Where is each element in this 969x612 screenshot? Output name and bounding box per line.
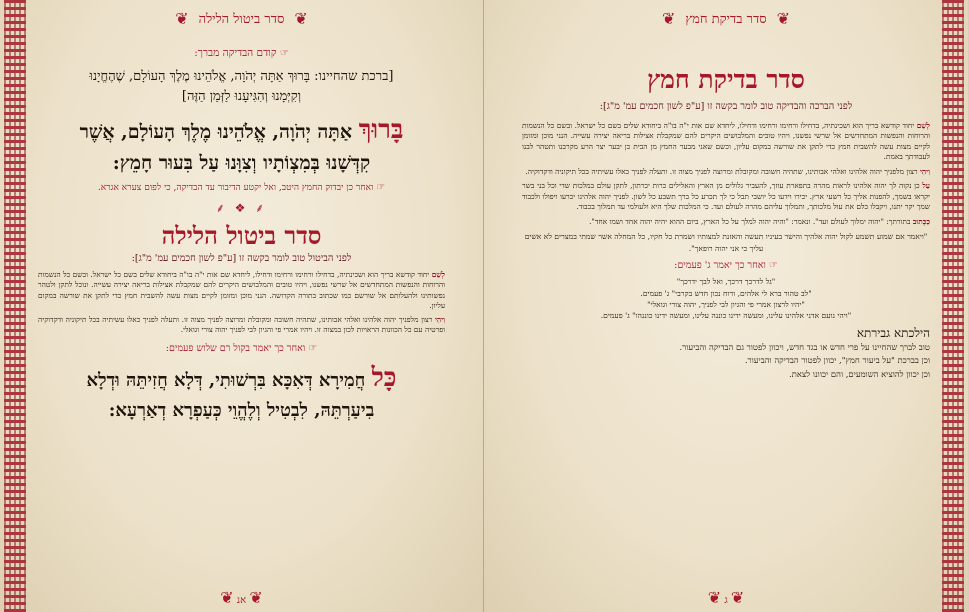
left-page-content xyxy=(38,46,445,582)
page-number xyxy=(0,590,483,606)
kol-chamira-line-2: בִיעַרְתֵּהּ, לִבְטִיל וְלֶהֱוֵי כְּעַפְרָא דְאַרְעָא: xyxy=(108,399,375,421)
recite-label xyxy=(522,259,930,273)
ornamental-border-left xyxy=(4,0,26,612)
yehi-text: רצון מלפניך יהוה אלהינו ואלהי אבותינו, שתהיה חשובה ומקובלת ומרוצה לפניך מצוה זו. ותעלה לפניך כאלו עשיתיה בכל תיקוניה ודקדוקיה. xyxy=(525,166,918,176)
recite-label-text: ואחר כך יאמר ג' פעמים: xyxy=(674,260,766,272)
vayomer-verse: "ויאמר אם שמוע תשמע לקול יהוה אלהיך והישר בעיניו תעשה והאזנת למצותיו ושמרת כל חקיו, כל המחלה אשר שמתי במצרים לא אשים עליך כי אני יהוה רופאך". xyxy=(524,232,928,253)
shehecheyanu-blessing xyxy=(38,67,445,106)
verse-item: "לב טהור ברא לי אלהים, ורוח נכון חדש בקרבי" ג' פעמים. xyxy=(640,288,812,298)
kol-first-word: כָּל xyxy=(371,362,397,393)
page-number xyxy=(484,590,968,606)
shehecheyanu-line-1: [ברכת שהחיינו: בָּרוּךְ אַתָּה יְהֹוָה, אֱלֹהֵינוּ מֶלֶךְ הָעוֹלָם, שֶׁהֶחֱיָנוּ xyxy=(89,69,394,84)
pointing-hand-icon: ☞ xyxy=(308,342,318,354)
kol-chamira-line-1 xyxy=(38,360,445,398)
right-page xyxy=(484,0,968,612)
running-header xyxy=(544,8,908,30)
main-title: סדר בדיקת חמץ xyxy=(647,65,805,94)
shehecheyanu-line-2: וְקִיְּמָנוּ וְהִגִּיעָנוּ לַזְּמַן הַזֶּה] xyxy=(181,88,302,104)
flourish-icon: ❦ xyxy=(249,588,263,607)
after-note-text: ואחר כן יבדוק החמץ היטב, ואל יקטע הדיבור עד הבדיקה, כי לפום צערא אגרא. xyxy=(97,183,374,194)
yehi-word: וִיהִי xyxy=(919,166,930,176)
running-title: סדר ביטול הלילה xyxy=(198,12,285,27)
section-subtitle: לפני הביטול טוב לומר בקשה זו [ע"פ לשון חכמים עמ' מ"ג]: xyxy=(131,253,352,265)
yehi-ratzon-paragraph xyxy=(522,167,930,178)
page-number-text: אנ xyxy=(236,595,247,606)
pointing-hand-icon: ☞ xyxy=(376,182,386,194)
pointing-hand-icon: ☞ xyxy=(768,260,778,272)
al-ken-word: עַל xyxy=(922,181,930,191)
al-ken-text: כן נקוה לך יהוה אלהינו לראות מהרה בתפארת עוזך, להעביר גלולים מן הארץ והאלילים כרות יכרתון, לתקן עולם במלכות שדי וכל בני בשר יקראו בשמך, להפנות אליך כל רשעי ארץ. יכירו וידעו כל יושבי תבל כי לך תכרע כל ברך תשבע כל לשון. לפניך יהוה אלהינו יכרעו ויפולו ולכבוד שמך יקר יתנו, ויקבלו כלם את עול מלכותך, ותמלוך עליהם מהרה לעולם ועד. כי המלכות שלך היא ולעולמי עד תמלוך בכבוד. xyxy=(522,181,930,212)
yehi-word: וִיהִי xyxy=(434,314,445,324)
verse-item: "גל לדרכך דרכך, ואל לבך ידרכך" xyxy=(676,277,776,287)
leshem-paragraph xyxy=(522,121,930,163)
intro-label-text: קודם הבדיקה מברך: xyxy=(194,47,277,59)
flourish-icon: ❦ xyxy=(294,9,308,28)
bedikat-blessing xyxy=(38,112,445,177)
flourish-icon: ❦ xyxy=(707,588,722,607)
pointing-hand-icon: ☞ xyxy=(279,48,289,59)
kol-line-1-rest: חֲמִירָא דְּאִכָּא בִּרְשׁוּתִי, דְּלָא חֲזִיתֵּהּ וּדְלָא xyxy=(86,369,372,391)
verse-item: "יהיו לרצון אמרי פי והגיון לבי לפניך, יהוה צורי וגואלי" xyxy=(647,300,805,310)
recite-label xyxy=(38,342,445,356)
halacha-line: טוב לברך שהחיינו על פרי חדש או בגד חדש, ויכוון לפטור גם הבדיקה והביעור. xyxy=(679,341,930,352)
katuv-paragraph xyxy=(522,217,930,228)
leshem-text: יחוד קודשא בריך הוא ושכינתיה, בדחילו ורחימו ורחימו ודחילו, ליחדא שם אות י"ה בו"ה ביחודא שלים בשם כל ישראל. ובשם כל הנשמות והרוחות והנפשות המתחדשים אל שרשי נפשנו, ויהיו טובים והמלבושים היקרים להם שמקבלת אצילות בריאה יצירה עשייה. הנני מוכן ומזומן לקיים מצות עשה להשבית חמץ כדי לתקן את שורשה במקום עליון, וכשם שאני מבער החמץ מן הבית כן יבער יצר הרע מקרבנו ותטהר לבנו לעבודתך באמת. xyxy=(522,120,930,162)
flourish-icon: ❦ xyxy=(730,588,745,607)
right-page-content xyxy=(522,64,930,582)
section-title: סדר ביטול הלילה xyxy=(161,221,322,251)
katuv-text: בתורתך: "יהוה ימלוך לעולם ועד". ונאמר: "והיה יהוה למלך על כל הארץ, ביום ההוא יהיה יהוה אחד ושמו אחד". xyxy=(589,216,911,226)
recite-label-text: ואחר כך יאמר בקול רם שלוש פעמים: xyxy=(165,342,306,354)
after-blessing-note xyxy=(38,181,445,195)
verse-list xyxy=(522,276,930,322)
running-header xyxy=(60,8,423,30)
katuv-word: כַּכָּתוּב xyxy=(912,216,930,226)
flourish-icon: ❦ xyxy=(175,9,189,28)
halacha-line: וכן יכוון להוציא השומעים, והם יכוונו לצאת. xyxy=(789,368,930,379)
leshem-paragraph xyxy=(38,270,445,312)
ornamental-border-right xyxy=(942,0,964,612)
flourish-icon: ❦ xyxy=(661,9,676,28)
leshem-text: יחוד קודשא בריך הוא ושכינתיה, בדחילו ורחימו ורחימו ודחילו, ליחדא שם אות י"ה בו"ה ביחודא שלים בשם כל ישראל. ובשם כל הנשמות והרוחות והנפשות המתחדשים אל שרשי נפשנו, ויהיו טובים והמלבושים היקרים להם שמקבלת אצילות בריאה יצירה עשייה. ונוכל לתקן ולטהר נפשותינו ולהעלותם אל שורשם כמו שכתוב בתורה הקדושה. הנני מוכן ומזומן לקיים מצות עשה להשבית חמץ כדי לתקן את שורשה במקום עליון. xyxy=(38,269,445,311)
halacha-title: הילכתא גבירתא xyxy=(856,325,930,340)
blessing-line-1-rest: אַתָּה יְהֹוָה, אֱלֹהֵינוּ מֶלֶךְ הָעוֹלָם, אֲשֶׁר xyxy=(79,121,359,143)
halacha-text xyxy=(522,341,930,381)
flourish-icon: ❦ xyxy=(776,9,791,28)
verse-item: "ויהי נועם אדני אלהינו עלינו, ומעשה ידינו כוננה עלינו, ומעשה ידינו כוננהו" ג' פעמים. xyxy=(600,311,852,321)
left-page xyxy=(0,0,484,612)
main-subtitle: לפני הברכה והבדיקה טוב לומר בקשה זו [ע"פ לשון חכמים עמ' מ"ג]: xyxy=(599,100,853,112)
running-title: סדר בדיקת חמץ xyxy=(685,12,767,27)
ornamental-divider: ⸙ ❖ ⸙ xyxy=(215,201,268,216)
kol-chamira-declaration xyxy=(38,360,445,424)
flourish-icon: ❦ xyxy=(220,588,234,607)
yehi-ratzon-paragraph xyxy=(38,315,445,336)
leshem-word: לְשֵׁם xyxy=(916,120,930,130)
intro-label xyxy=(38,46,445,61)
halacha-line: וכן בברכת "על ביעור חמץ", יכוון לפטור הבדיקה והביעור. xyxy=(744,355,930,366)
leshem-word: לְשֵׁם xyxy=(431,269,445,279)
blessing-first-word: בָּרוּךְ xyxy=(358,115,404,145)
bedikat-blessing-line-2: קִדְּשָׁנוּ בְּמִצְוֹתָיו וְצִוָּנוּ עַל בִּעוּר חָמֵץ: xyxy=(112,151,371,174)
al-ken-paragraph xyxy=(522,181,930,213)
yehi-text: רצון מלפניך יהוה אלהינו ואלהי אבותינו, שתהיה חשובה ומקובלת ומרוצה לפניך מצוה זו. ותעלה לפניך כאלו עשיתיה בכל תיקוניה ודקדוקיה ופרטיה עם כל הכוונות הראויות לכון במצוה זו. ויהיו אמרי פי והגיון לבי לפניך יהוה צורי וגואלי. xyxy=(38,314,445,335)
page-number-text: ג xyxy=(724,595,728,606)
bedikat-blessing-line-1 xyxy=(38,112,445,150)
